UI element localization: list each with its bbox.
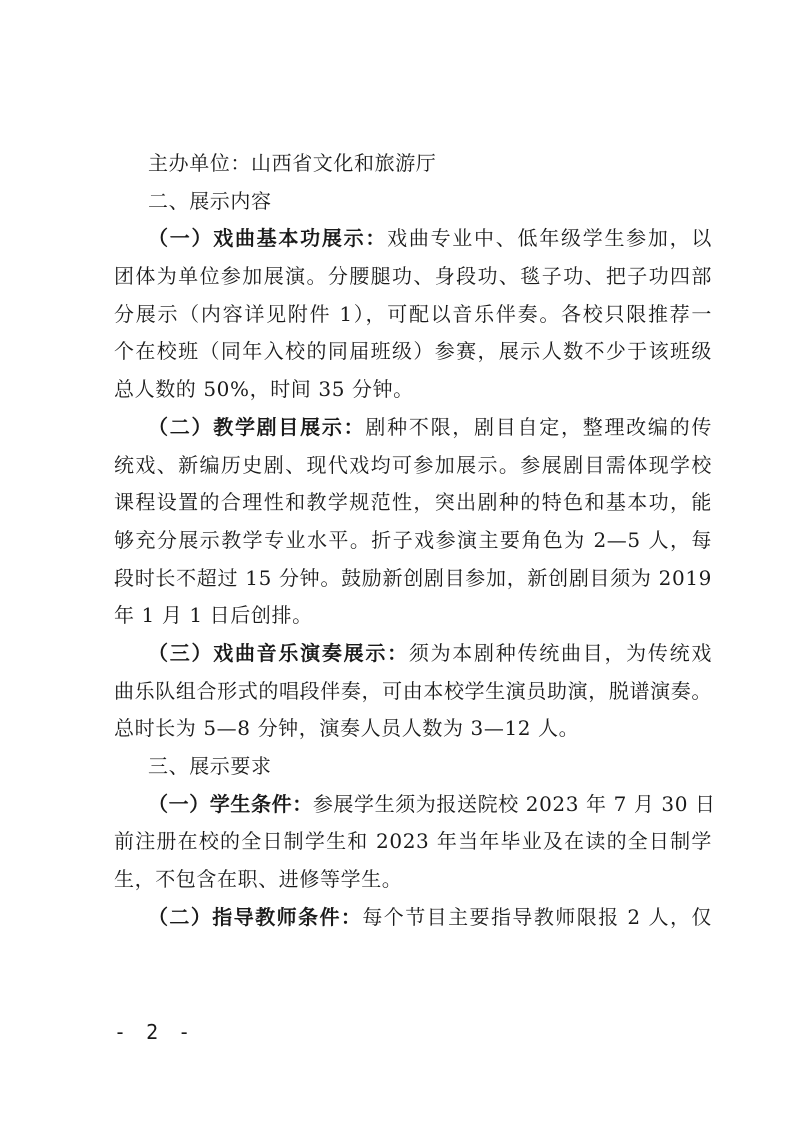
body-text: 统戏、新编历史剧、现代戏均可参加展示。参展剧目需体现学校 (114, 452, 712, 477)
body-text: 够充分展示教学专业水平。折子戏参演主要角色为 2—5 人，每 (114, 527, 712, 552)
section-heading-label: （三）戏曲音乐演奏展示： (148, 640, 409, 665)
text-line (114, 597, 712, 635)
section-heading-label: （二）指导教师条件： (148, 904, 363, 929)
body-text: 总时长为 5—8 分钟，演奏人员人数为 3—12 人。 (114, 716, 580, 741)
text-line (114, 522, 712, 560)
body-text: 分展示（内容详见附件 1），可配以音乐伴奏。各校只限推荐一 (114, 301, 712, 326)
body-text: 总人数的 50%，时间 35 分钟。 (114, 377, 414, 402)
body-text: 前注册在校的全日制学生和 2023 年当年毕业及在读的全日制学 (114, 829, 712, 854)
text-line (114, 673, 712, 711)
body-text: 三、展示要求 (148, 754, 272, 778)
page-number: - 2 - (114, 1020, 195, 1044)
text-line (114, 899, 712, 937)
text-line (114, 296, 712, 334)
body-text: 二、展示内容 (148, 188, 272, 213)
body-text: 段时长不超过 15 分钟。鼓励新创剧目参加，新创剧目须为 2019 (114, 565, 712, 590)
text-line (114, 145, 712, 183)
body-text: 须为本剧种传统曲目，为传统戏 (408, 640, 712, 665)
body-text: 曲乐队组合形式的唱段伴奏，可由本校学生演员助演，脱谱演奏。 (114, 678, 712, 703)
body-text: 年 1 月 1 日后创排。 (114, 603, 313, 628)
body-text: 每个节目主要指导教师限报 2 人，仅 (362, 904, 712, 929)
text-line (114, 447, 712, 485)
section-heading-label: （一）学生条件： (148, 791, 313, 816)
text-line (114, 823, 712, 861)
text-line (114, 333, 712, 371)
body-text: 个在校班（同年入校的同届班级）参赛，展示人数不少于该班级 (114, 339, 712, 364)
text-line (114, 371, 712, 409)
text-line (114, 258, 712, 296)
body-text: 戏曲专业中、低年级学生参加，以 (387, 226, 712, 251)
document-body (114, 145, 716, 936)
section-heading-label: （一）戏曲基本功展示： (148, 226, 388, 251)
text-line (114, 748, 712, 786)
text-line (114, 220, 712, 258)
body-text: 主办单位：山西省文化和旅游厅 (148, 151, 437, 175)
body-text: 参展学生须为报送院校 2023 年 7 月 30 日 (312, 791, 716, 816)
section-heading-label: （二）教学剧目展示： (148, 414, 366, 439)
text-line (114, 484, 712, 522)
text-line (114, 635, 712, 673)
body-text: 剧种不限，剧目自定，整理改编的传 (365, 414, 712, 439)
body-text: 课程设置的合理性和教学规范性，突出剧种的特色和基本功，能 (114, 490, 712, 515)
text-line (114, 183, 712, 221)
text-line (114, 560, 712, 598)
text-line (114, 409, 712, 447)
body-text: 团体为单位参加展演。分腰腿功、身段功、毯子功、把子功四部 (114, 264, 712, 289)
text-line (114, 786, 716, 824)
text-line (114, 861, 712, 899)
text-line (114, 710, 712, 748)
body-text: 生，不包含在职、进修等学生。 (114, 867, 403, 892)
